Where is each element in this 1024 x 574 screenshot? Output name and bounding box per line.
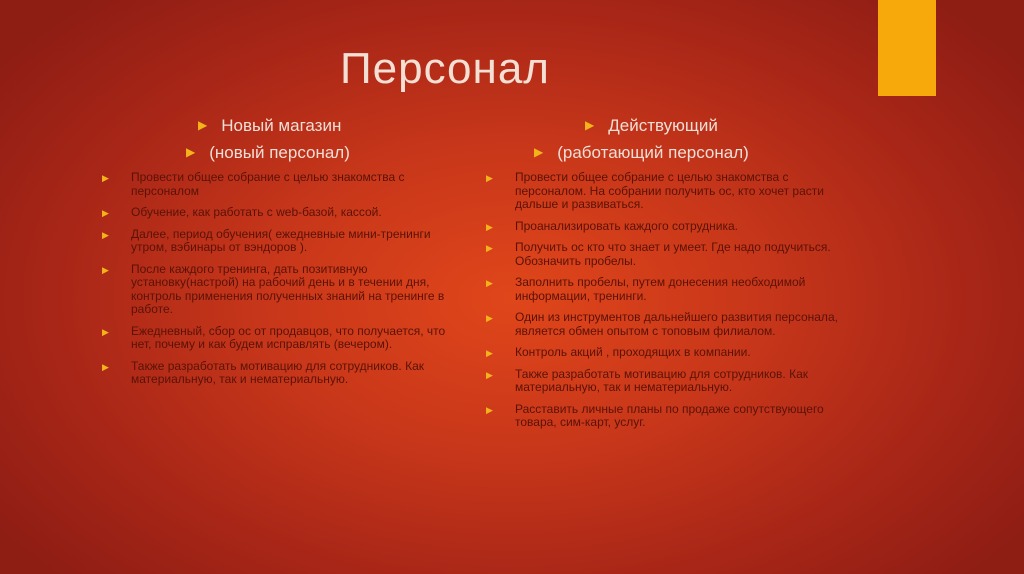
triangle-right-icon: ▶ bbox=[585, 118, 595, 132]
triangle-right-icon: ▶ bbox=[102, 264, 109, 275]
triangle-right-icon: ▶ bbox=[102, 326, 109, 337]
right-bullet-list bbox=[486, 171, 846, 438]
left-heading-2 bbox=[186, 143, 350, 163]
list-item: ▶ После каждого тренинга, дать позитивную установку(настрой) на рабочий день и в течении дня, контроль применения полученных знаний на тренинге в работе. bbox=[102, 261, 445, 316]
triangle-right-icon: ▶ bbox=[486, 404, 493, 415]
list-item: ▶ Далее, период обучения( ежедневные мини-тренинги утром, вэбинары от вэндоров ). bbox=[102, 226, 431, 254]
list-item: ▶ Также разработать мотивацию для сотрудников. Как материальную, так и нематериальную. bbox=[486, 366, 808, 394]
left-heading-1 bbox=[198, 116, 341, 136]
triangle-right-icon: ▶ bbox=[486, 278, 493, 288]
triangle-right-icon: ▶ bbox=[534, 145, 544, 159]
list-item: ▶ Контроль акций , проходящих в компании. bbox=[486, 345, 751, 359]
list-item: ▶ Расставить личные планы по продаже сопутствующего товара, сим-карт, услуг. bbox=[486, 401, 824, 429]
triangle-right-icon: ▶ bbox=[486, 369, 493, 380]
triangle-right-icon: ▶ bbox=[486, 173, 493, 183]
triangle-right-icon: ▶ bbox=[102, 173, 109, 183]
triangle-right-icon: ▶ bbox=[102, 361, 109, 372]
right-heading-1 bbox=[585, 116, 718, 136]
triangle-right-icon: ▶ bbox=[486, 313, 493, 323]
triangle-right-icon: ▶ bbox=[198, 118, 208, 132]
list-item: ▶ Заполнить пробелы, путем донесения необходимой информации, тренинги. bbox=[486, 275, 806, 303]
triangle-right-icon: ▶ bbox=[486, 243, 493, 253]
list-item: ▶ Ежедневный, сбор ос от продавцов, что получается, что нет, почему и как будем исправлять (вечером). bbox=[102, 323, 446, 351]
triangle-right-icon: ▶ bbox=[186, 145, 196, 159]
right-heading-2 bbox=[534, 143, 749, 163]
right-heading-2-label: (работающий персонал) bbox=[557, 143, 749, 162]
list-item: ▶ Провести общее собрание с целью знакомства с персоналом. На собрании получить ос, кто хочет расти дальше и развиваться. bbox=[486, 170, 824, 211]
list-item: ▶ Получить ос кто что знает и умеет. Где надо подучиться. Обозначить пробелы. bbox=[486, 240, 831, 268]
list-item: ▶ Проанализировать каждого сотрудника. bbox=[486, 218, 738, 233]
triangle-right-icon: ▶ bbox=[486, 348, 493, 358]
right-heading-1-label: Действующий bbox=[608, 116, 718, 135]
triangle-right-icon: ▶ bbox=[102, 229, 109, 240]
list-item: ▶ Провести общее собрание с целью знакомства с персоналом bbox=[102, 170, 405, 198]
slide-title: Персонал bbox=[340, 44, 550, 93]
list-item: ▶ Также разработать мотивацию для сотрудников. Как материальную, так и нематериальную. bbox=[102, 358, 424, 386]
triangle-right-icon: ▶ bbox=[486, 221, 493, 232]
left-heading-1-label: Новый магазин bbox=[221, 116, 342, 135]
triangle-right-icon: ▶ bbox=[102, 208, 109, 218]
left-heading-2-label: (новый персонал) bbox=[209, 143, 350, 162]
list-item: ▶ Один из инструментов дальнейшего развития персонала, является обмен опытом с топовым филиалом. bbox=[486, 310, 838, 338]
list-item: ▶ Обучение, как работать с web-базой, кассой. bbox=[102, 205, 382, 219]
left-bullet-list bbox=[102, 171, 452, 395]
